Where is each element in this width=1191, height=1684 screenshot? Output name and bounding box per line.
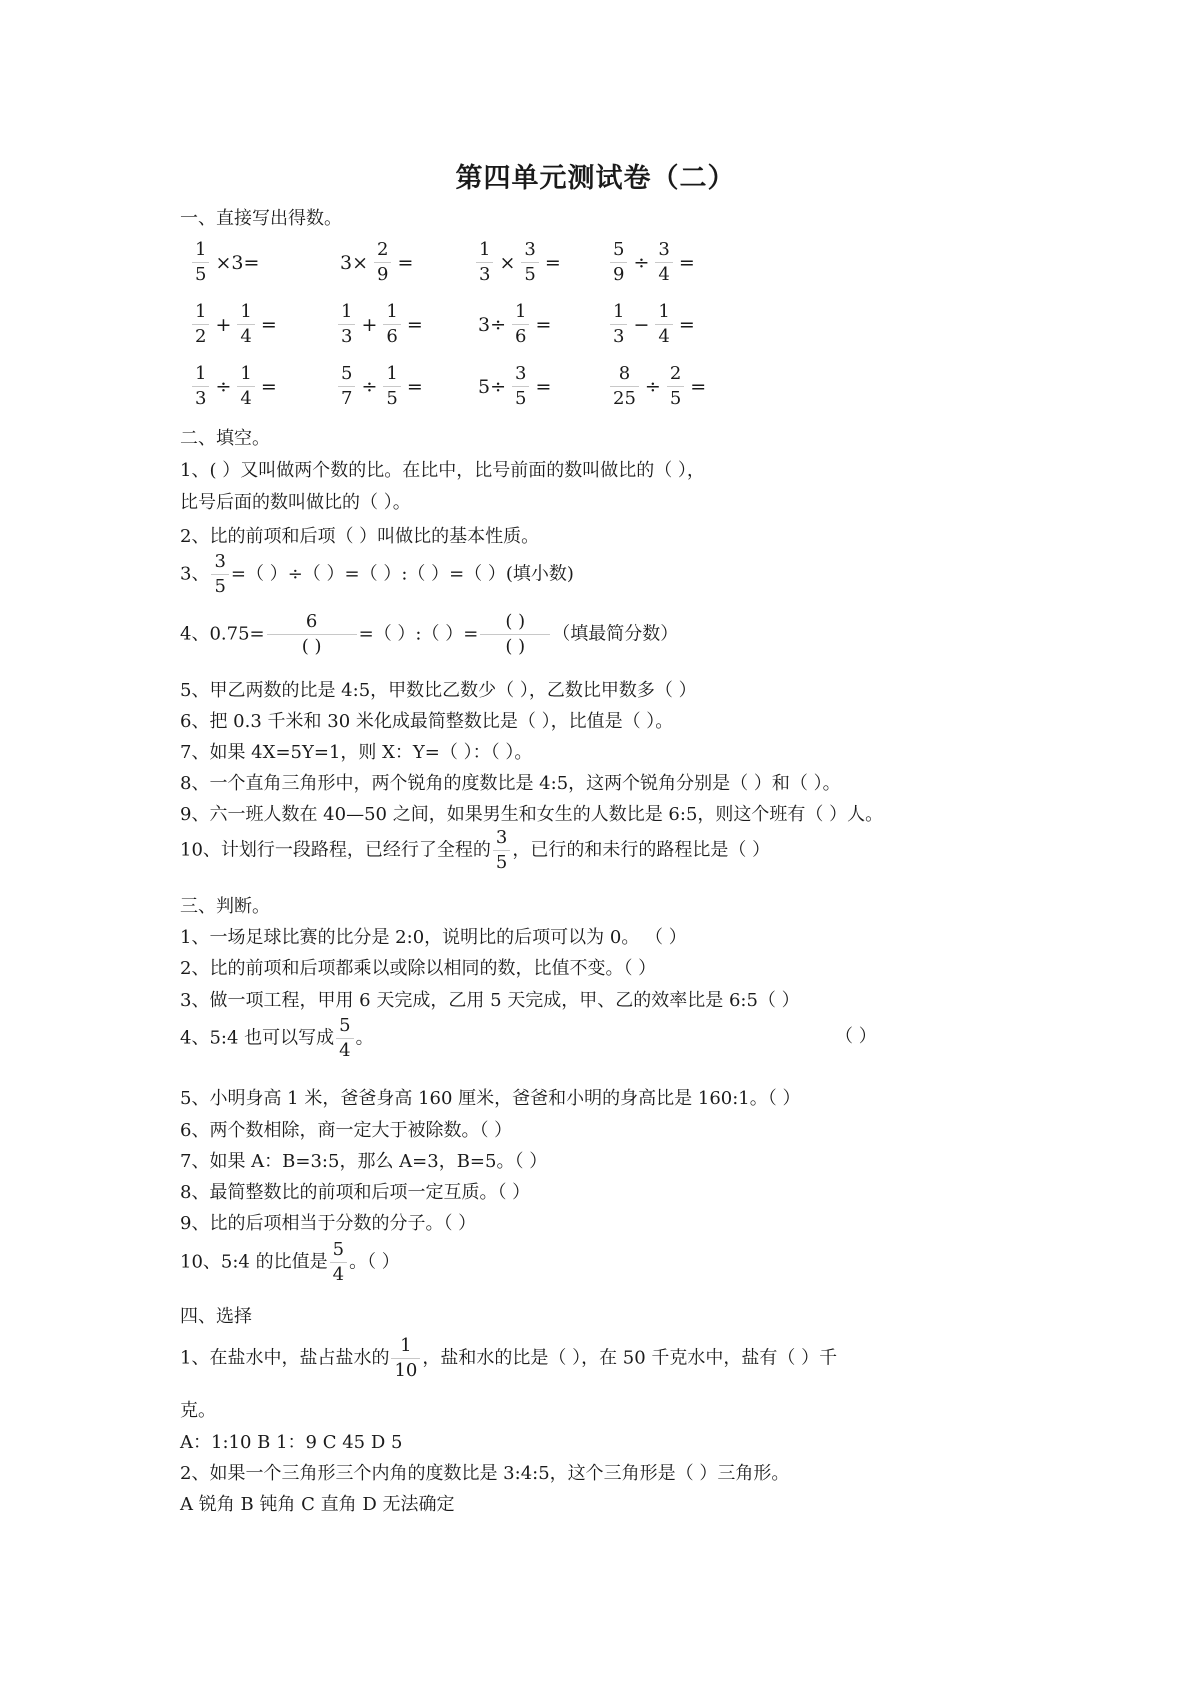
fraction: $\frac{5}{4}$ [330,1240,347,1285]
calc-operator: ÷ [644,375,661,398]
fraction: $\frac{1}{3}$ [338,302,355,347]
calc-operator: ×3= [215,251,260,274]
fraction: $\frac{3}{5}$ [521,240,538,285]
calc-prefix: 3× [340,251,369,274]
calc-item [190,364,281,409]
choice-q1 [180,1336,837,1381]
choice-q2: 2、如果一个三角形三个内角的度数比是 3:4:5，这个三角形是（ ）三角形。 [180,1463,790,1484]
judge-q7: 7、如果 A：B=3:5，那么 A=3，B=5。（ ） [180,1151,548,1172]
fill-q5: 5、甲乙两数的比是 4:5，甲数比乙数少（ ），乙数比甲数多（ ） [180,680,697,701]
fraction: $\frac{1}{5}$ [192,240,209,285]
fraction: $\frac{1}{4}$ [237,302,254,347]
calc-item [474,302,555,347]
fill-q4 [180,612,678,657]
calc-item [190,240,263,285]
calc-operator: ÷ [215,375,232,398]
fraction: $\frac{1}{6}$ [512,302,529,347]
calc-item [474,240,565,285]
fill-q4-hint: （填最简分数） [552,623,679,645]
calc-equals: = [678,313,695,336]
fill-q4-prefix: 4、0.75= [180,623,265,645]
fraction: $\frac{3}{5}$ [211,552,228,597]
fraction: $\frac{1}{3}$ [610,302,627,347]
calc-prefix: 3÷ [478,313,507,336]
fraction: $\frac{1}{5}$ [383,364,400,409]
calc-equals: = [397,251,414,274]
fraction: $\frac{2}{9}$ [374,240,391,285]
calc-equals: = [544,251,561,274]
judge-q10-prefix: 10、5:4 的比值是 [180,1251,328,1273]
fraction: $\frac{5}{4}$ [336,1016,353,1061]
fill-q3-prefix: 3、 [180,563,210,585]
choice-q2-options: A 锐角 B 钝角 C 直角 D 无法确定 [180,1494,455,1515]
fill-q1-line1: 1、( ）又叫做两个数的比。在比中，比号前面的数叫做比的（ ）， [180,460,705,481]
fraction: $\frac{( )}{( )}$ [480,612,550,657]
choice-q1-line2: 克。 [180,1400,216,1421]
choice-q1-options: A：1:10 B 1：9 C 45 D 5 [180,1432,403,1453]
page-title: 第四单元测试卷（二） [455,163,736,194]
fraction: $\frac{1}{2}$ [192,302,209,347]
fill-q3-rest: =（ ）÷（ ）=（ ）:（ ）=（ ）(填小数) [230,563,574,585]
choice-q1-rest: ，盐和水的比是（ ），在 50 千克水中，盐有（ ）千 [422,1347,838,1369]
section1-heading: 一、直接写出得数。 [180,208,342,229]
judge-q4 [180,1016,374,1061]
fraction: $\frac{1}{6}$ [383,302,400,347]
calc-item [608,364,710,409]
calc-equals: = [535,375,552,398]
judge-q10 [180,1240,400,1285]
fraction: $\frac{1}{3}$ [476,240,493,285]
calc-operator: × [499,251,516,274]
fraction: $\frac{3}{5}$ [493,828,510,873]
fill-q10-rest: ，已行的和未行的路程比是（ ） [512,839,771,861]
fill-q10 [180,828,770,873]
calc-item [336,302,427,347]
calc-equals: = [406,313,423,336]
calc-item [336,364,427,409]
calc-operator: ÷ [633,251,650,274]
calc-equals: = [260,313,277,336]
fraction: $\frac{6}{( )}$ [267,612,357,657]
calc-equals: = [406,375,423,398]
judge-q4-rest: 。 [355,1027,374,1049]
fill-q4-middle: =（ ）:（ ）= [358,623,479,645]
calc-item [336,240,417,285]
fraction: $\frac{3}{5}$ [512,364,529,409]
judge-q4-answer-paren: （ ） [835,1026,877,1047]
section4-heading: 四、选择 [180,1306,252,1327]
calc-operator: ÷ [361,375,378,398]
fill-q8: 8、一个直角三角形中，两个锐角的度数比是 4:5，这两个锐角分别是（ ）和（ ）。 [180,773,841,794]
calc-operator: + [361,313,378,336]
fraction: $\frac{1}{3}$ [192,364,209,409]
judge-q4-prefix: 4、5:4 也可以写成 [180,1027,335,1049]
fill-q7: 7、如果 4X=5Y=1，则 X：Y=（ ）：（ ）。 [180,742,533,763]
judge-q5: 5、小明身高 1 米，爸爸身高 160 厘米，爸爸和小明的身高比是 160:1。（ ） [180,1088,801,1109]
fill-q2: 2、比的前项和后项（ ）叫做比的基本性质。 [180,526,540,547]
judge-q10-rest: 。（ ） [349,1251,400,1273]
fill-q9: 9、六一班人数在 40—50 之间，如果男生和女生的人数比是 6:5，则这个班有（ ）人。 [180,804,884,825]
calc-item [190,302,281,347]
section3-heading: 三、判断。 [180,896,270,917]
calc-equals: = [678,251,695,274]
calc-equals: = [690,375,707,398]
fill-q10-prefix: 10、计划行一段路程，已经行了全程的 [180,839,491,861]
choice-q1-prefix: 1、在盐水中，盐占盐水的 [180,1347,390,1369]
fraction: $\frac{3}{4}$ [655,240,672,285]
fraction: $\frac{1}{4}$ [237,364,254,409]
fraction: $\frac{1}{10}$ [391,1336,420,1381]
judge-q1: 1、一场足球比赛的比分是 2:0，说明比的后项可以为 0。 （ ） [180,927,687,948]
fill-q3 [180,552,574,597]
fraction: $\frac{2}{5}$ [667,364,684,409]
calc-operator: − [633,313,650,336]
judge-q6: 6、两个数相除，商一定大于被除数。（ ） [180,1120,513,1141]
fill-q1-line2: 比号后面的数叫做比的（ ）。 [180,492,411,513]
fraction: $\frac{5}{9}$ [610,240,627,285]
section2-heading: 二、填空。 [180,428,270,449]
calc-prefix: 5÷ [478,375,507,398]
judge-q9: 9、比的后项相当于分数的分子。（ ） [180,1213,477,1234]
calc-equals: = [260,375,277,398]
fraction: $\frac{5}{7}$ [338,364,355,409]
judge-q3: 3、做一项工程，甲用 6 天完成，乙用 5 天完成，甲、乙的效率比是 6:5（ ） [180,990,800,1011]
calc-item [474,364,555,409]
calc-item [608,240,699,285]
calc-equals: = [535,313,552,336]
fraction: $\frac{1}{4}$ [655,302,672,347]
fill-q6: 6、把 0.3 千米和 30 米化成最简整数比是（ ），比值是（ ）。 [180,711,674,732]
judge-q2: 2、比的前项和后项都乘以或除以相同的数，比值不变。（ ） [180,958,657,979]
calc-item [608,302,699,347]
calc-operator: + [215,313,232,336]
judge-q8: 8、最简整数比的前项和后项一定互质。（ ） [180,1182,531,1203]
fraction: $\frac{8}{25}$ [610,364,639,409]
